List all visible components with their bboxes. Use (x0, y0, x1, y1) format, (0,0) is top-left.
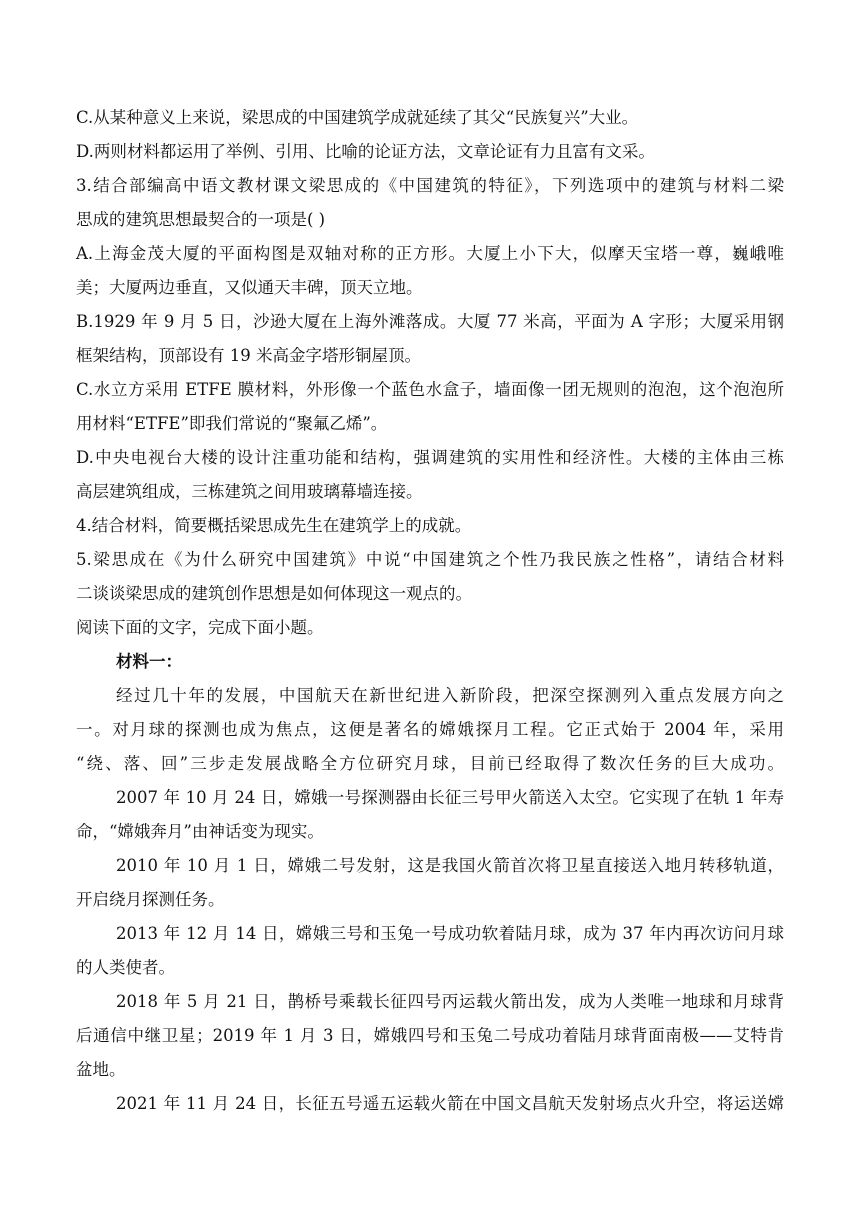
paragraph-2010-line-1: 2010 年 10 月 1 日，嫦娥二号发射，这是我国火箭首次将卫星直接送入地月转移轨道， (116, 856, 784, 875)
paragraph-2018-line-3: 盆地。 (76, 1060, 126, 1079)
question-5-line-1: 5.梁思成在《为什么研究中国建筑》中说“中国建筑之个性乃我民族之性格”，请结合材料 (76, 550, 784, 569)
paragraph-1-line-1: 经过几十年的发展，中国航天在新世纪进入新阶段，把深空探测列入重点发展方向之 (116, 686, 784, 705)
q3-option-a-line-1: A.上海金茂大厦的平面构图是双轴对称的正方形。大厦上小下大，似摩天宝塔一尊，巍峨唯 (76, 244, 784, 263)
question-3-line-2: 思成的建筑思想最契合的一项是( ) (76, 210, 326, 229)
paragraph-1-line-2: 一。对月球的探测也成为焦点，这便是著名的嫦娥探月工程。它正式始于 2004 年，采用 (76, 720, 784, 739)
paragraph-2013-line-1: 2013 年 12 月 14 日，嫦娥三号和玉兔一号成功软着陆月球，成为 37 年内再次访问月球 (116, 924, 784, 943)
q3-option-b-line-1: B.1929 年 9 月 5 日，沙逊大厦在上海外滩落成。大厦 77 米高，平面为 A 字形；大厦采用钢 (76, 312, 784, 331)
paragraph-2018-line-2: 后通信中继卫星；2019 年 1 月 3 日，嫦娥四号和玉兔二号成功着陆月球背面南极——艾特肯 (76, 1026, 784, 1045)
q3-option-c-line-2: 用材料“ETFE”即我们常说的“聚氟乙烯”。 (76, 414, 388, 433)
material-1-heading: 材料一： (116, 652, 182, 671)
paragraph-2010-line-2: 开启绕月探测任务。 (76, 890, 225, 909)
question-4: 4.结合材料，简要概括梁思成先生在建筑学上的成就。 (76, 516, 472, 535)
paragraph-2007-line-1: 2007 年 10 月 24 日，嫦娥一号探测器由长征三号甲火箭送入太空。它实现了在轨 1 年寿 (116, 788, 784, 807)
q3-option-d-line-2: 高层建筑组成，三栋建筑之间用玻璃幕墙连接。 (76, 482, 423, 501)
reading-instruction: 阅读下面的文字，完成下面小题。 (76, 618, 324, 637)
question-5-line-2: 二谈谈梁思成的建筑创作思想是如何体现这一观点的。 (76, 584, 472, 603)
paragraph-2018-line-1: 2018 年 5 月 21 日，鹊桥号乘载长征四号丙运载火箭出发，成为人类唯一地球和月球背 (116, 992, 784, 1011)
paragraph-1-line-3: “绕、落、回”三步走发展战略全方位研究月球，目前已经取得了数次任务的巨大成功。 (76, 754, 784, 773)
paragraph-2021-line-1: 2021 年 11 月 24 日，长征五号遥五运载火箭在中国文昌航天发射场点火升空，将运送嫦 (116, 1094, 784, 1113)
q3-option-d-line-1: D.中央电视台大楼的设计注重功能和结构，强调建筑的实用性和经济性。大楼的主体由三栋 (76, 448, 784, 467)
option-c-line: C.从某种意义上来说，梁思成的中国建筑学成就延续了其父“民族复兴”大业。 (76, 108, 639, 127)
paragraph-2013-line-2: 的人类使者。 (76, 958, 175, 977)
paragraph-2007-line-2: 命，“嫦娥奔月”由神话变为现实。 (76, 822, 324, 841)
question-3-line-1: 3.结合部编高中语文教材课文梁思成的《中国建筑的特征》，下列选项中的建筑与材料二梁 (76, 176, 784, 195)
q3-option-a-line-2: 美；大厦两边垂直，又似通天丰碑，顶天立地。 (76, 278, 423, 297)
option-d-line: D.两则材料都运用了举例、引用、比喻的论证方法，文章论证有力且富有文采。 (76, 142, 655, 161)
q3-option-c-line-1: C.水立方采用 ETFE 膜材料，外形像一个蓝色水盒子，墙面像一团无规则的泡泡，这个泡泡所 (76, 380, 784, 399)
q3-option-b-line-2: 框架结构，顶部设有 19 米高金字塔形铜屋顶。 (76, 346, 421, 365)
